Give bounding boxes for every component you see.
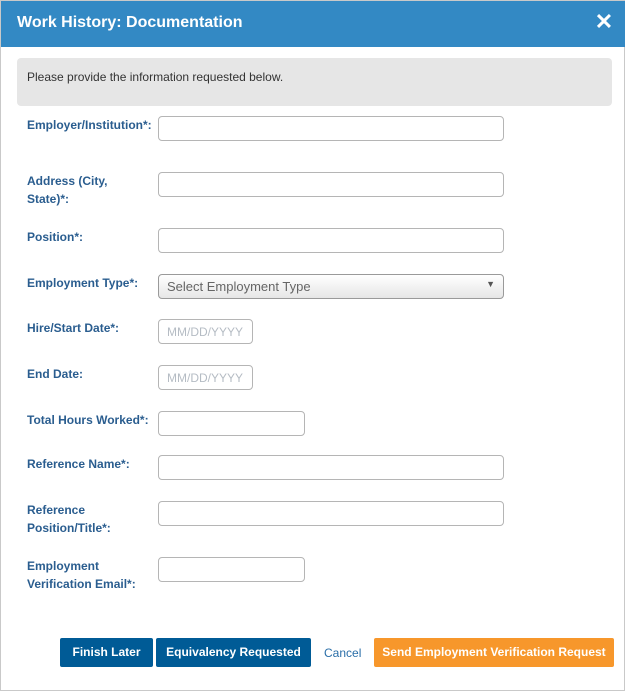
employer-input[interactable] xyxy=(158,116,504,141)
finish-later-button[interactable]: Finish Later xyxy=(60,638,153,667)
address-label: Address (City, State)*: xyxy=(27,174,108,206)
cancel-link[interactable]: Cancel xyxy=(324,646,362,660)
hire-date-input[interactable]: MM/DD/YYYY xyxy=(158,319,253,344)
end-date-input[interactable]: MM/DD/YYYY xyxy=(158,365,253,390)
total-hours-input[interactable] xyxy=(158,411,305,436)
modal-header xyxy=(1,1,625,47)
employment-type-selected: Select Employment Type xyxy=(167,279,311,294)
info-text: Please provide the information requested below. xyxy=(27,70,284,84)
total-hours-label: Total Hours Worked*: xyxy=(27,413,149,427)
modal-title: Work History: Documentation xyxy=(17,14,243,31)
equivalency-requested-button[interactable]: Equivalency Requested xyxy=(156,638,311,667)
position-input[interactable] xyxy=(158,228,504,253)
end-date-label: End Date: xyxy=(27,367,84,381)
position-label: Position*: xyxy=(27,230,83,244)
reference-name-input[interactable] xyxy=(158,455,504,480)
employment-type-select[interactable] xyxy=(158,274,504,299)
verification-email-label: Employment Verification Email*: xyxy=(27,559,136,591)
reference-position-label: Reference Position/Title*: xyxy=(27,503,111,535)
hire-date-label: Hire/Start Date*: xyxy=(27,321,120,335)
employer-label: Employer/Institution*: xyxy=(27,118,152,132)
verification-email-input[interactable] xyxy=(158,557,305,582)
send-verification-request-button[interactable]: Send Employment Verification Request xyxy=(374,638,614,667)
reference-name-label: Reference Name*: xyxy=(27,457,130,471)
reference-position-input[interactable] xyxy=(158,501,504,526)
employment-type-label: Employment Type*: xyxy=(27,276,139,290)
chevron-down-icon: ▼ xyxy=(486,279,495,289)
address-input[interactable] xyxy=(158,172,504,197)
info-message xyxy=(17,58,612,106)
close-icon[interactable]: ✕ xyxy=(594,9,614,34)
